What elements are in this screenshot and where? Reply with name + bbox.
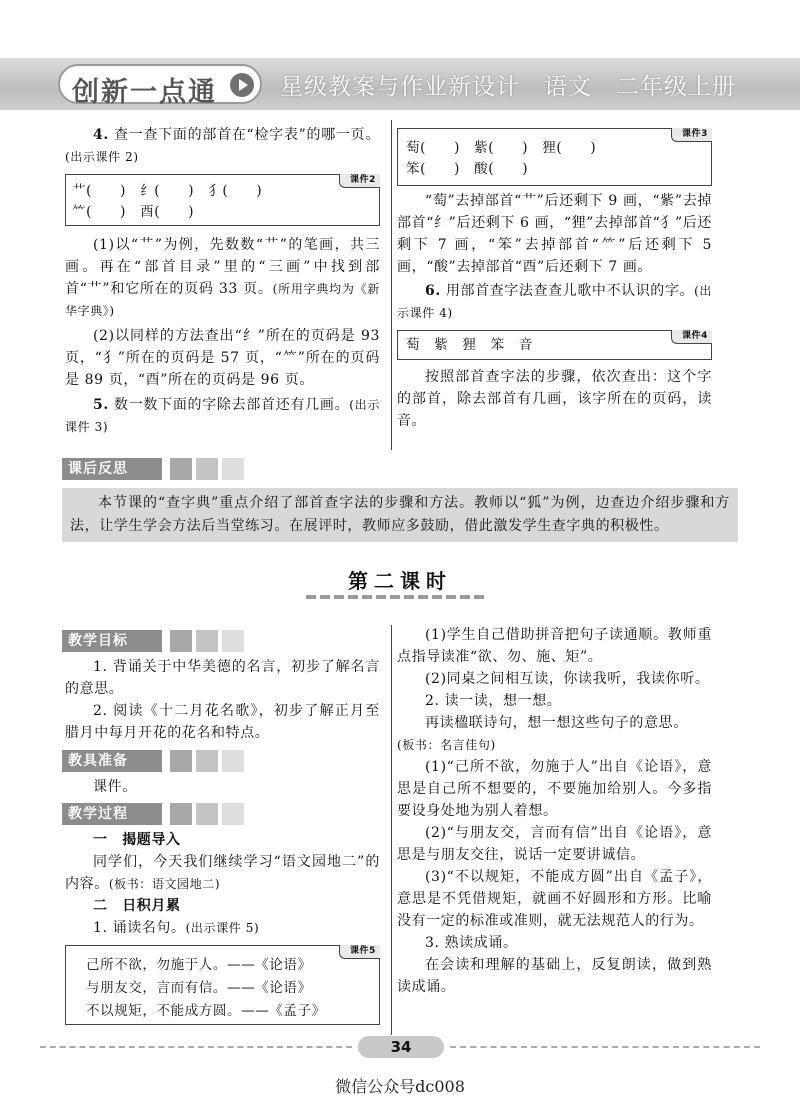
column-divider: [391, 625, 392, 1035]
footer-rule-right: [450, 1046, 760, 1048]
lesson-title: 第二课时: [348, 569, 452, 593]
quote-3: 不以规矩，不能成方圆。——《孟子》: [86, 1003, 326, 1019]
step2-title: 二 日积月累: [93, 898, 181, 914]
step-5: 5. 数一数下面的字除去部首还有几画。(出示课件 3): [65, 397, 380, 434]
step-6: 6. 用部首查字法查查儿歌中不认识的字。(出示课件 4): [397, 283, 712, 320]
board-note: (板书：名言佳句): [397, 738, 496, 752]
courseware-4: [397, 330, 712, 360]
step2-sub: 1. 诵读名句。(出示课件 5): [93, 920, 260, 936]
radical-row-2: ⺮( ) 酉( ): [72, 204, 195, 220]
page-number: 34: [358, 1036, 444, 1058]
title-underline: [306, 592, 494, 602]
brand-name: 创新一点通: [72, 77, 217, 108]
step-4: 4. 查一查下面的部首在“检字表”的哪一页。(出示课件 2): [65, 127, 380, 164]
courseware-3: [397, 128, 712, 186]
prep-text: 课件。: [93, 779, 137, 795]
courseware-tag: 课件3: [671, 128, 712, 142]
read-think-text: 再读楹联诗句，想一想这些句子的意思。: [425, 715, 688, 731]
radical-row-1: 艹( ) 纟( ) 犭( ): [72, 183, 263, 199]
para-read-2: (2)同桌之间相互读，你读我听，我读你听。: [425, 671, 710, 687]
process-left: [65, 829, 380, 1025]
footer-rule-left: [40, 1046, 352, 1048]
para-lookup-steps: 按照部首查字法的步骤，依次查出：这个字的部首，除去部首有几画，该字所在的页码，读音。: [397, 369, 712, 429]
quote-2: 与朋友交，言而有信。——《论语》: [86, 980, 312, 996]
goals-list: [65, 656, 380, 744]
goal-2: 2. 阅读《十二月花名歌》，初步了解正月至腊月中每月开花的花名和特点。: [65, 703, 380, 741]
quote-1: 己所不欲，勿施于人。——《论语》: [86, 957, 312, 973]
courseware-2: [65, 174, 380, 226]
book-title: 星级教案与作业新设计 语文 二年级上册: [280, 74, 736, 100]
left-top-column: [65, 124, 380, 438]
courseware-tag: 课件5: [339, 945, 380, 959]
step1-text: 同学们，今天我们继续学习“语文园地二”的内容。(板书：语文园地二): [65, 854, 380, 892]
step1-title: 一 揭题导入: [93, 832, 181, 848]
para-read-1: (1)学生自己借助拼音把句子读通顺。教师重点指导读准“欲、勿、施、矩”。: [397, 627, 712, 665]
para-radical-lookup: (1)以“艹”为例，先数数“艹”的笔画，共三画。再在“部首目录”里的“三画”中找到部首“艹”和它所在的页码 33 页。(所用字典均为《新华字典》): [65, 237, 380, 318]
column-divider: [391, 120, 392, 450]
char-row-1: 萄( ) 紫( ) 狸( ): [406, 140, 597, 156]
page-header: [0, 58, 800, 110]
char-row: 萄 紫 狸 笨 音: [406, 337, 533, 353]
memorize-text: 在会读和理解的基础上，反复朗读，做到熟读成诵。: [397, 957, 712, 995]
courseware-tag: 课件4: [671, 330, 712, 344]
meaning-1: (1)“己所不欲，勿施于人”出自《论语》，意思是自己所不想要的，不要施加给别人。今多指要设身处地为别人着想。: [397, 759, 712, 819]
right-top-column: [397, 128, 712, 432]
reflection-text: 本节课的“查字典”重点介绍了部首查字法的步骤和方法。教师以“狐”为例，边查边介绍步骤和方法，让学生学会方法后当堂练习。在展评时，教师应多鼓励，借此激发学生查字典的积极性。: [62, 488, 738, 542]
meaning-3: (3)“不以规矩，不能成方圆”出自《孟子》，意思是不凭借规矩，就画不好圆形和方形。比喻没有一定的标准或准则，就无法规范人的行为。: [397, 869, 712, 929]
brand-badge: [58, 64, 262, 108]
right-bottom-column: [397, 624, 712, 998]
courseware-5: [65, 945, 380, 1025]
step-read-think: 2. 读一读，想一想。: [425, 693, 562, 709]
meaning-2: (2)“与朋友交，言而有信”出自《论语》，意思是与朋友交往，说话一定要讲诚信。: [397, 825, 712, 863]
goal-1: 1. 背诵关于中华美德的名言，初步了解名言的意思。: [65, 659, 380, 697]
char-row-2: 笨( ) 酸( ): [406, 161, 529, 177]
courseware-tag: 课件2: [339, 174, 380, 188]
para-radical-pages: (2)以同样的方法查出“纟”所在的页码是 93 页，“犭”所在的页码是 57 页，“⺮”所在的页码是 89 页，“酉”所在的页码是 96 页。: [65, 328, 380, 388]
watermark: 微信公众号dc008: [335, 1077, 465, 1096]
para-stroke-count: “萄”去掉部首“艹”后还剩下 9 画，“紫”去掉部首“纟”后还剩下 6 画，“狸”去掉部首“犭”后还剩下 7 画，“笨”去掉部首“⺮”后还剩下 5 画，“酸”去掉部首“酉”后还剩下 7 画。: [397, 193, 712, 275]
play-icon: [230, 73, 254, 97]
step-memorize: 3. 熟读成诵。: [425, 935, 518, 951]
